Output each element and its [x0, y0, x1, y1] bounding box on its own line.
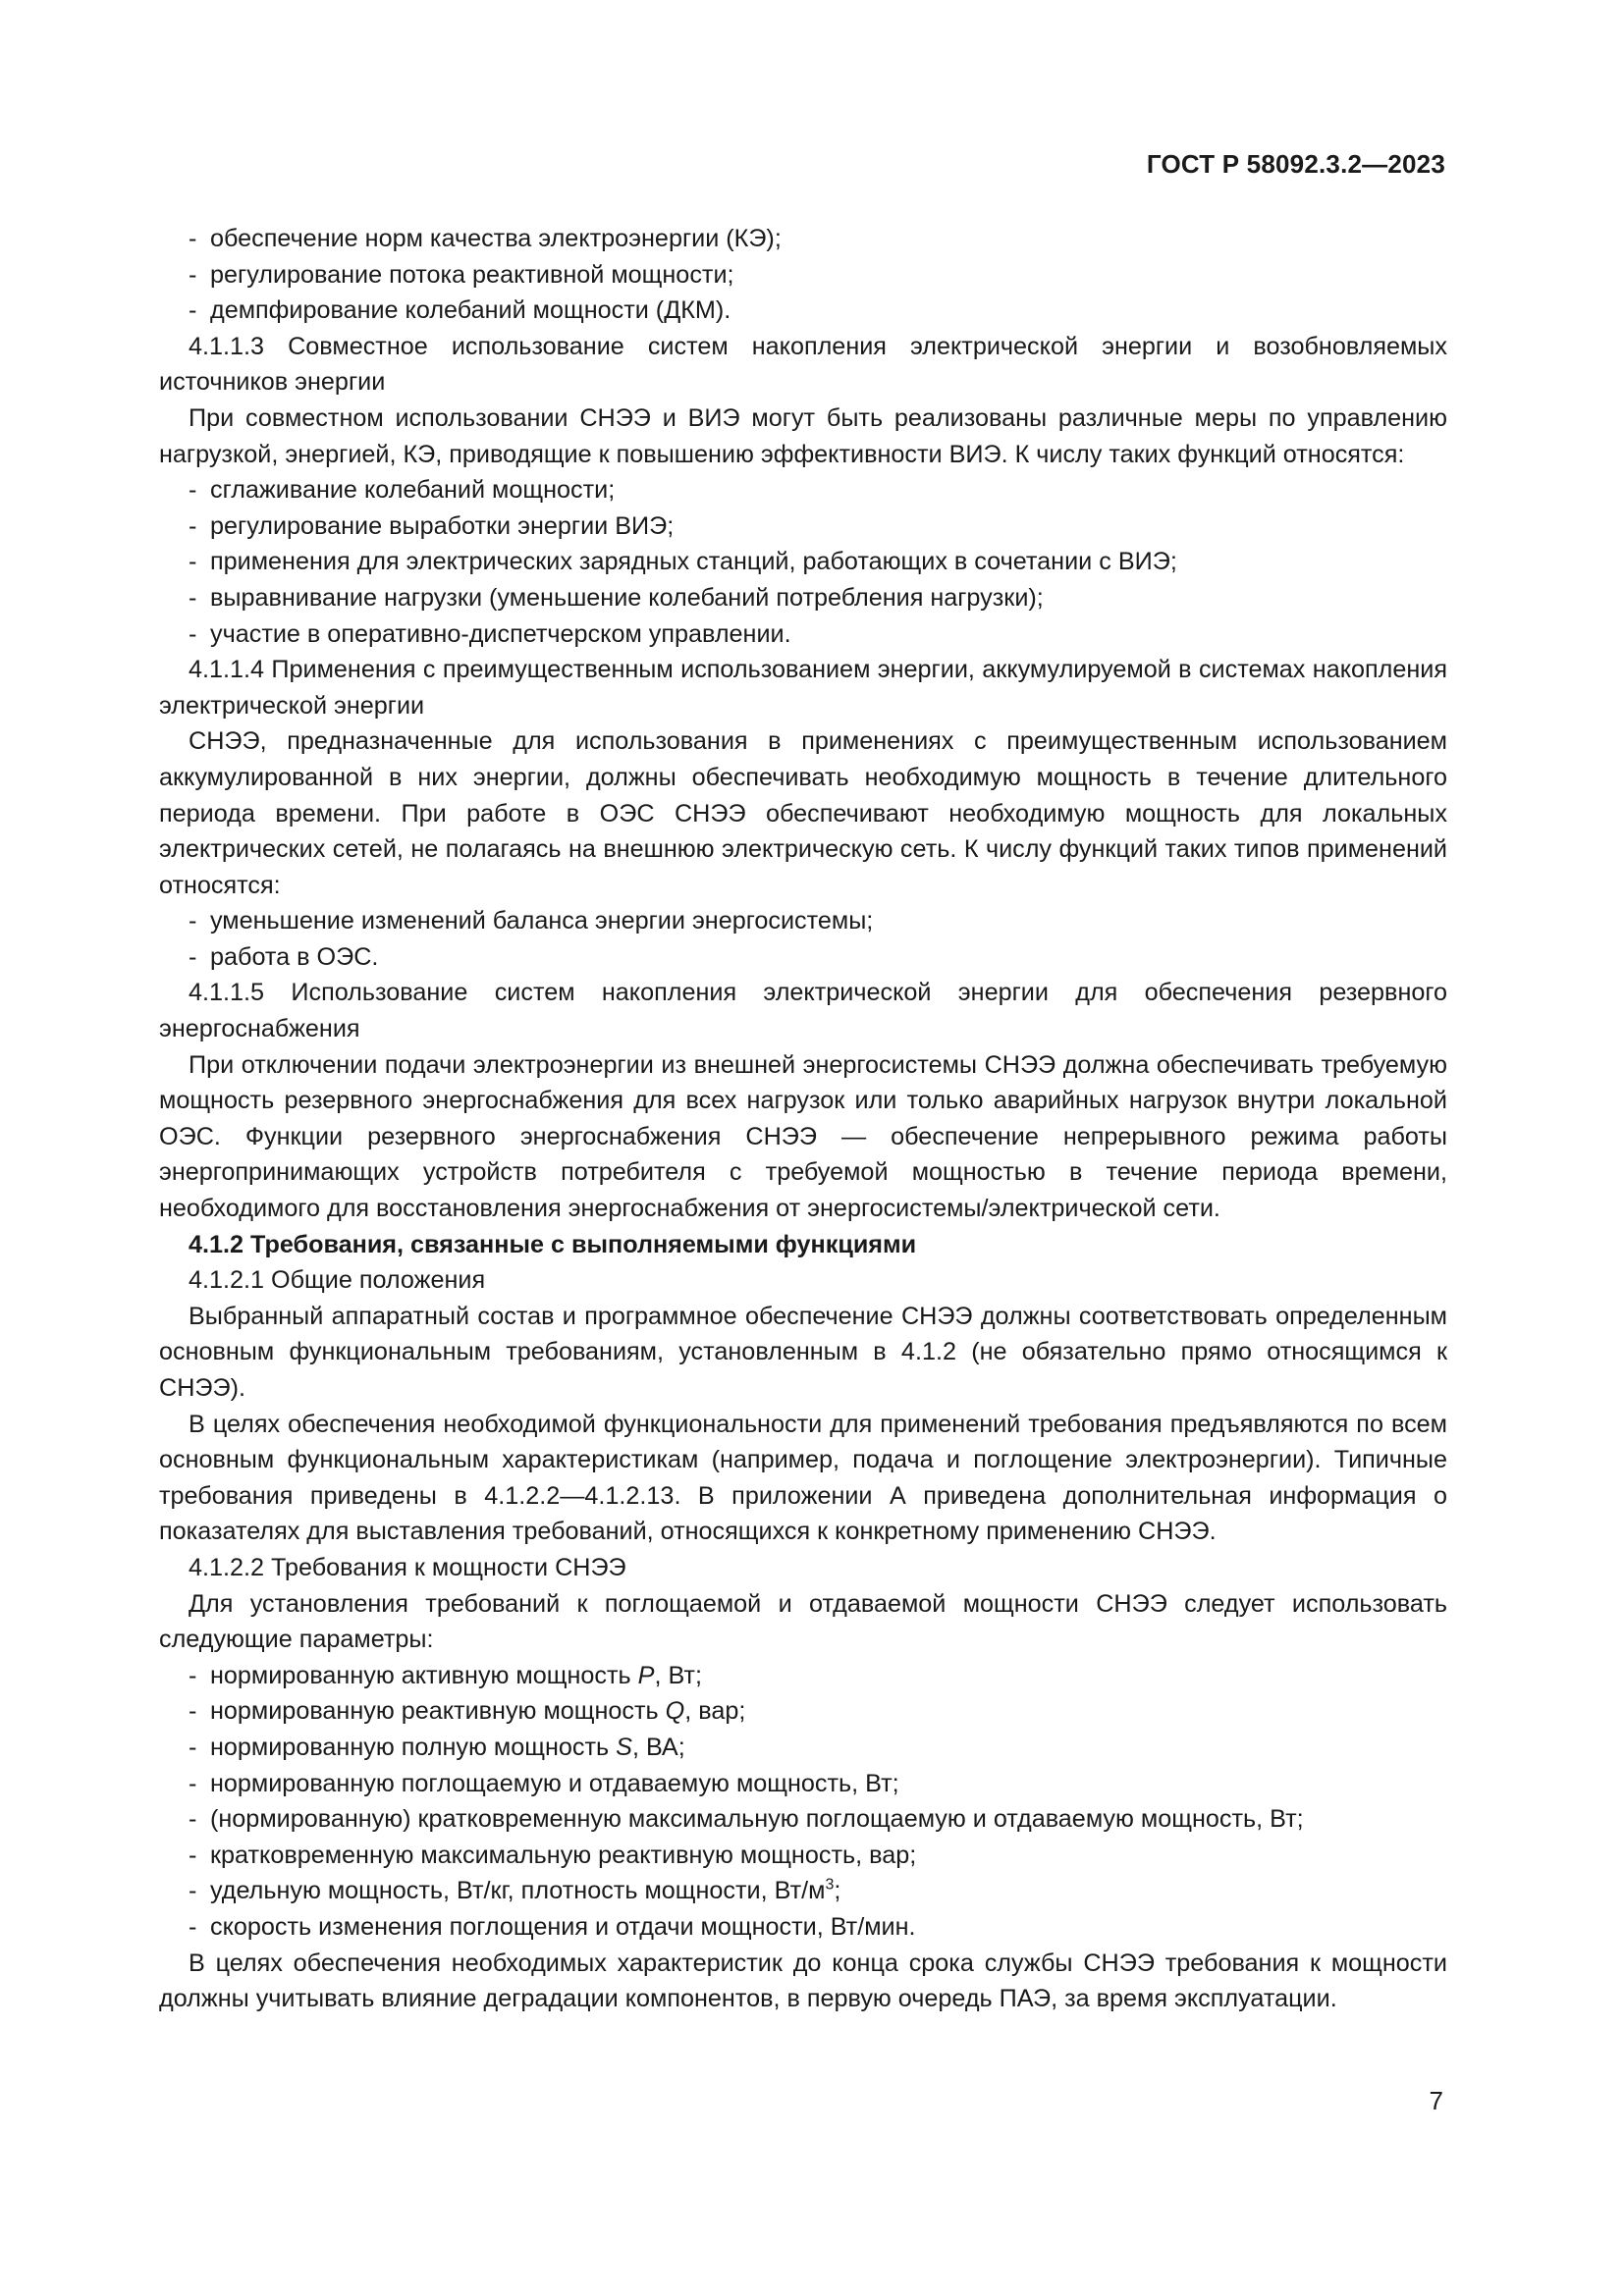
list-dash: - [189, 1697, 197, 1726]
section-title-4-1-1-4: 4.1.1.4 Применения с преимущественным использованием энергии, аккумулируемой в системах накопления электрической энергии [159, 656, 1447, 720]
list-item: - работа в ОЭС. [159, 939, 1447, 976]
list-item: - удельную мощность, Вт/кг, плотность мощности, $Вт/м^3$; [159, 1873, 1447, 1909]
paragraph: Выбранный аппаратный состав и программное обеспечение СНЭЭ должны соответствовать определенным основным функциональным требованиям, установленным в 4.1.2 (не обязательно прямо относящимся к СНЭЭ). [159, 1302, 1447, 1402]
list-dash: - [189, 942, 197, 971]
section-title-4-1-2-1: 4.1.2.1 Общие положения [189, 1266, 486, 1295]
list-dash: - [189, 511, 197, 540]
list-dash: - [189, 1661, 197, 1689]
list-dash: - [189, 476, 197, 505]
paragraph: При совместном использовании СНЭЭ и ВИЭ могут быть реализованы различные меры по управлению нагрузкой, энергией, КЭ, приводящие к повышению эффективности ВИЭ. К числу таких функций относятся: [159, 403, 1447, 468]
paragraph: В целях обеспечения необходимых характеристик до конца срока службы СНЭЭ требования к мощности должны учитывать влияние деградации компонентов, в первую очередь ПАЭ, за время эксплуатации. [159, 1949, 1447, 2013]
list-dash: - [189, 296, 197, 325]
list-dash: - [189, 260, 197, 289]
section-title-4-1-1-5: 4.1.1.5 Использование систем накопления электрической энергии для обеспечения резервного энергоснабжения [159, 979, 1447, 1043]
list-dash: - [189, 907, 197, 935]
list-dash: - [189, 225, 197, 252]
list-item: - нормированную активную мощность P, Вт; [159, 1658, 1447, 1694]
list-dash: - [189, 619, 197, 648]
list-item: - выравнивание нагрузки (уменьшение колебаний потребления нагрузки); [159, 580, 1447, 616]
list-dash: - [189, 1769, 197, 1797]
page-number: 7 [1429, 2086, 1443, 2115]
list-item: - сглаживание колебаний мощности; [159, 472, 1447, 508]
list-item: - применения для электрических зарядных станций, работающих в сочетании с ВИЭ; [159, 544, 1447, 580]
section-title-4-1-1-3: 4.1.1.3 Совместное использование систем накопления электрической энергии и возобновляемых источников энергии [159, 332, 1447, 397]
list-item: - регулирование потока реактивной мощности; [159, 257, 1447, 294]
list-item: - скорость изменения поглощения и отдачи мощности, Вт/мин. [159, 1909, 1447, 1946]
list-dash: - [189, 1841, 197, 1869]
list-item: - (нормированную) кратковременную максимальную поглощаемую и отдаваемую мощность, Вт; [159, 1801, 1447, 1838]
list-item: - нормированную поглощаемую и отдаваемую мощность, Вт; [159, 1766, 1447, 1802]
section-title-4-1-2-2: 4.1.2.2 Требования к мощности СНЭЭ [189, 1553, 626, 1581]
paragraph: Для установления требований к поглощаемой и отдаваемой мощности СНЭЭ следует использовать следующие параметры: [159, 1589, 1447, 1654]
list-dash: - [189, 1912, 197, 1941]
page-content [159, 221, 1447, 2017]
list-dash: - [189, 548, 197, 576]
document-id: ГОСТ Р 58092.3.2—2023 [1146, 149, 1445, 179]
paragraph: При отключении подачи электроэнергии из внешней энергосистемы СНЭЭ должна обеспечивать требуемую мощность резервного энергоснабжения для всех нагрузок или только аварийных нагрузок внутри локальной ОЭС. Функции резервного энергоснабжения СНЭЭ — обеспечение непрерывного режима работы энергопринимающих устройств потребителя с требуемой мощностью в течение периода времени, необходимого для восстановления энергоснабжения от энергосистемы/электрической сети. [159, 1050, 1447, 1223]
list-item: - участие в оперативно-диспетчерском управлении. [159, 616, 1447, 653]
list-item: - демпфирование колебаний мощности (ДКМ). [159, 293, 1447, 329]
list-item: - регулирование выработки энергии ВИЭ; [159, 508, 1447, 545]
list-dash: - [189, 1877, 197, 1905]
list-item: - кратковременную максимальную реактивную мощность, вар; [159, 1838, 1447, 1874]
list-item: - нормированную реактивную мощность Q, вар; [159, 1693, 1447, 1730]
paragraph: В целях обеспечения необходимой функциональности для применений требования предъявляются по всем основным функциональным характеристикам (например, подача и поглощение электроэнергии). Типичные требования приведены в 4.1.2.2—4.1.2.13. В приложении А приведена дополнительная информация о показателях для выставления требований, относящихся к конкретному применению СНЭЭ. [159, 1410, 1447, 1546]
section-heading-4-1-2: 4.1.2 Требования, связанные с выполняемыми функциями [189, 1230, 917, 1258]
paragraph: СНЭЭ, предназначенные для использования в применениях с преимущественным использованием аккумулированной в них энергии, должны обеспечивать необходимую мощность в течение длительного периода времени. При работе в ОЭС СНЭЭ обеспечивают необходимую мощность для локальных электрических сетей, не полагаясь на внешнюю электрическую сеть. К числу функций таких типов применений относятся: [159, 727, 1447, 899]
list-item: - обеспечение норм качества электроэнергии (КЭ); [159, 221, 1447, 257]
list-dash: - [189, 1733, 197, 1761]
list-dash: - [189, 583, 197, 612]
list-item: - уменьшение изменений баланса энергии энергосистемы; [159, 903, 1447, 939]
list-item: - нормированную полную мощность S, ВА; [159, 1730, 1447, 1766]
list-dash: - [189, 1805, 197, 1834]
